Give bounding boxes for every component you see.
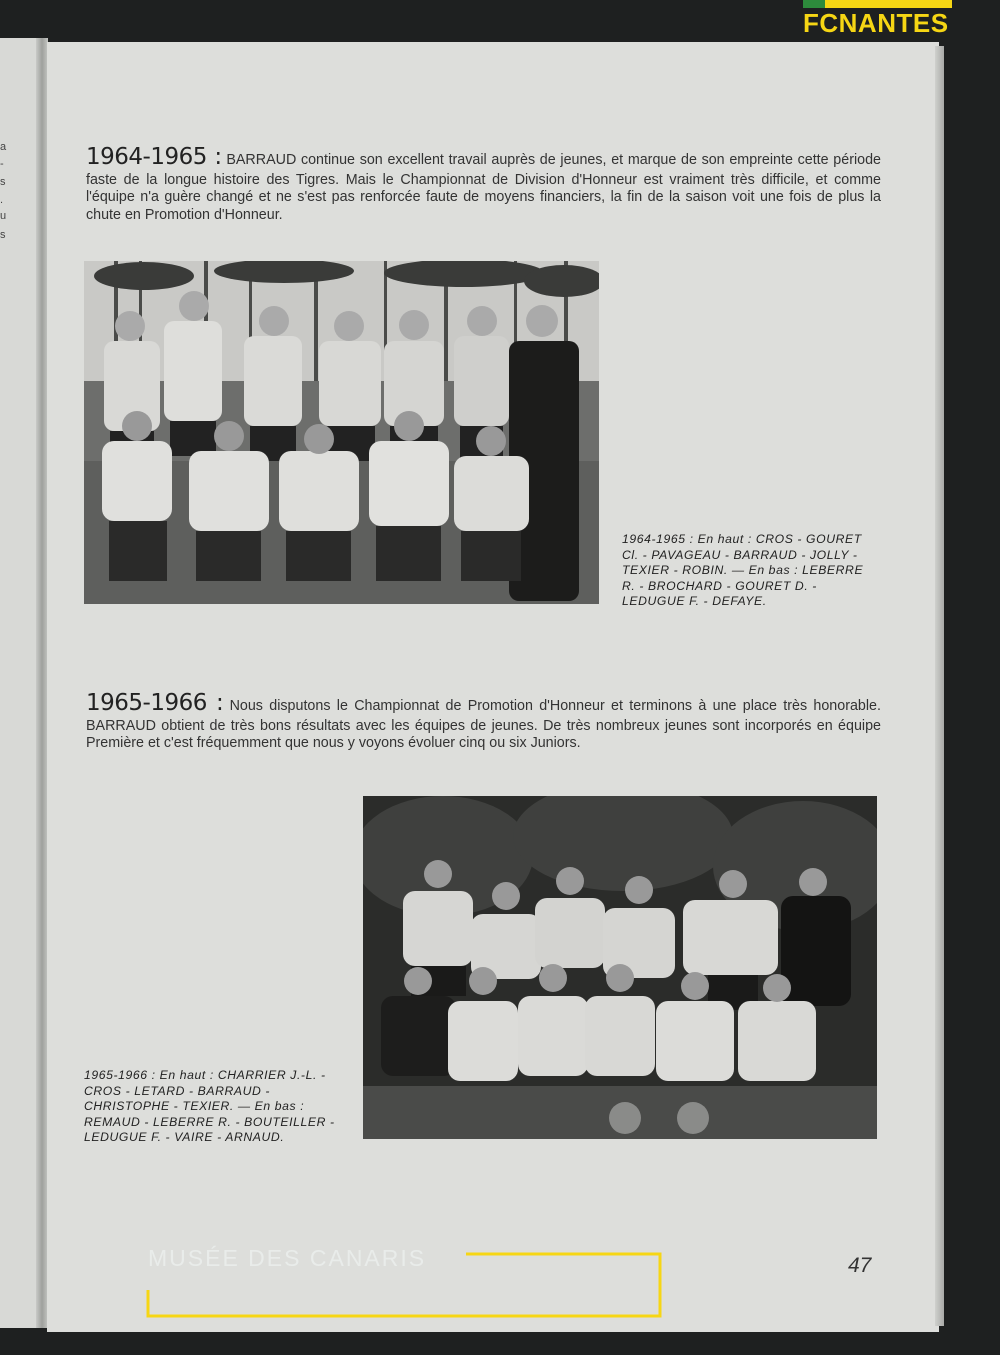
- photo-caption-1964-1965: 1964-1965 : En haut : CROS - GOURET Cl. - PAVAGEAU - BARRAUD - JOLLY - TEXIER - ROBIN. — En bas : LEBERRE R. - BROCHARD - GOURET D. - LEDUGUE F. - DEFAYE.: [622, 532, 864, 609]
- left-page-letter: .: [0, 194, 4, 206]
- museum-title: MUSÉE DES CANARIS: [148, 1245, 427, 1271]
- left-page-letter: -: [0, 158, 4, 170]
- team-photo-image: [84, 261, 599, 604]
- team-photo-1965-1966: [363, 796, 877, 1139]
- page-edge: [935, 46, 944, 1326]
- page-number: 47: [848, 1254, 872, 1277]
- section-year: 1964-1965 :: [86, 144, 222, 170]
- brand-logo: FCNANTES: [803, 8, 949, 38]
- left-page-letter: a: [0, 141, 7, 153]
- brand-bar: [803, 0, 952, 8]
- section-1965-1966: [86, 689, 881, 753]
- section-year: 1965-1966 :: [86, 690, 224, 716]
- section-text: BARRAUD continue son excellent travail auprès de jeunes, et marque de son empreinte cette période faste de la longue histoire des Tigres. Mais le Championnat de Division d'Honneur est vraiment très difficile, et comme l'équipe n'a guère changé et ne s'est pas renforcée faute de moyens financiers, la fin de la saison voit une fois de plus la chute en Promotion d'Honneur.: [86, 152, 881, 223]
- team-photo-image: [363, 796, 877, 1139]
- section-1964-1965: [86, 143, 881, 225]
- team-photo-1964-1965: [84, 261, 599, 604]
- museum-frame: [146, 1252, 662, 1318]
- left-page-letter: u: [0, 210, 7, 222]
- brand-flag: [803, 0, 825, 8]
- left-page-letter: s: [0, 176, 6, 188]
- left-page-letter: s: [0, 229, 6, 241]
- photo-caption-1965-1966: 1965-1966 : En haut : CHARRIER J.-L. - CROS - LETARD - BARRAUD - CHRISTOPHE - TEXIER. — En bas : REMAUD - LEBERRE R. - BOUTEILLER - LEDUGUE F. - VAIRE - ARNAUD.: [84, 1068, 335, 1145]
- section-text: Nous disputons le Championnat de Promotion d'Honneur et terminons à une place très honorable. BARRAUD obtient de très bons résultats avec les équipes de jeunes. De très nombreux jeunes sont incorporés en équipe Première et c'est fréquemment que nous y voyons évoluer cinq ou six Juniors.: [86, 698, 881, 752]
